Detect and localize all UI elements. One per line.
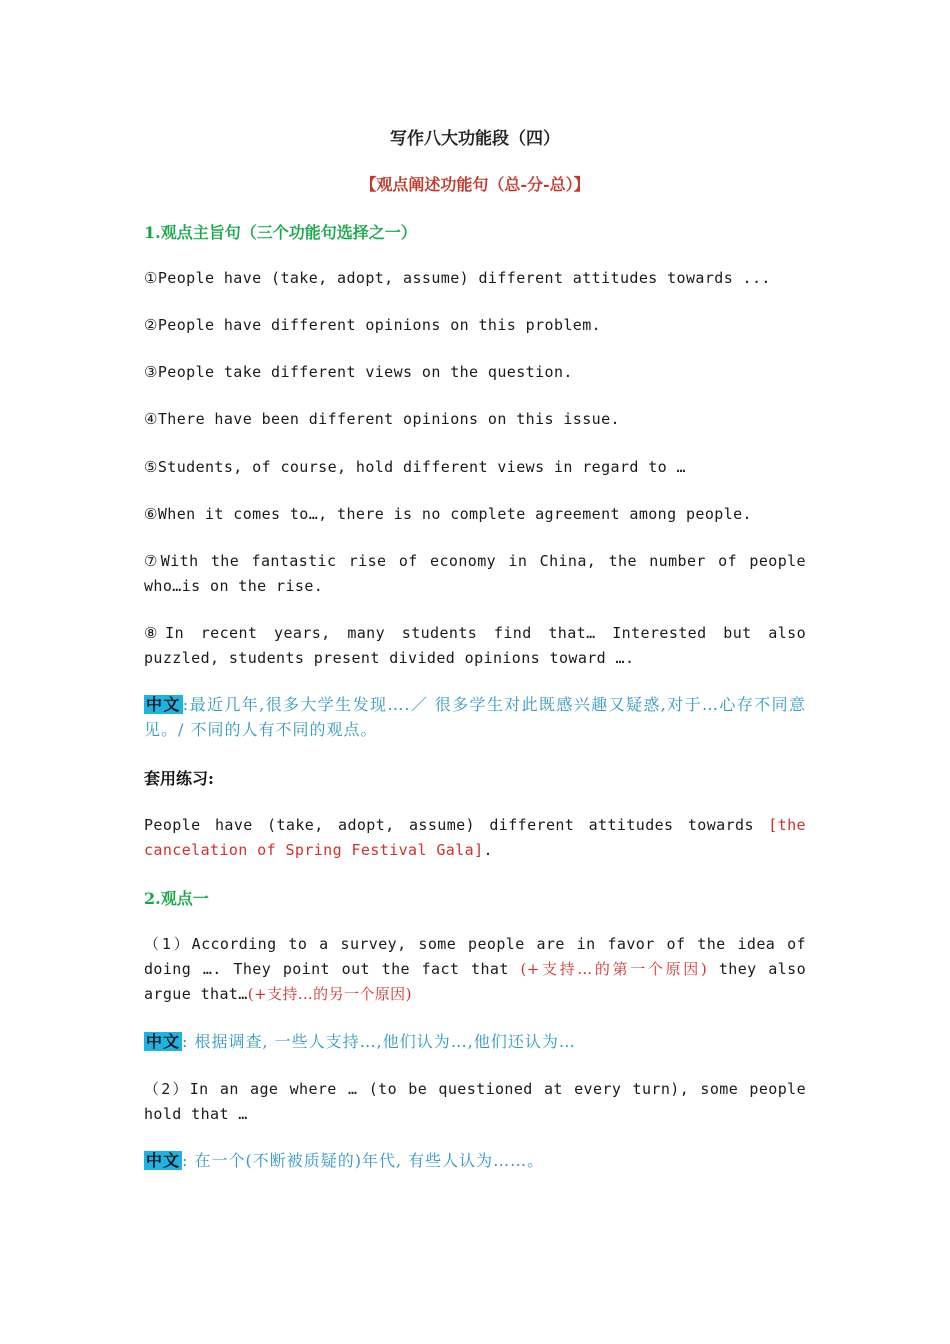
opinion-sentence-5: ⑤Students, of course, hold different views in regard to …: [144, 458, 686, 476]
chinese-label-badge: 中文: [146, 695, 181, 714]
section1-heading: 1.观点主旨句（三个功能句选择之一）: [144, 223, 417, 242]
opinion-sentence-3: ③People take different views on the question.: [144, 363, 573, 381]
chinese-translation: : 根据调查, 一些人支持…,他们认为…,他们还认为…: [182, 1032, 576, 1051]
section2-chinese-note-2: [144, 1148, 806, 1173]
reason-hint-1: (+支持…的第一个原因): [520, 960, 708, 978]
reason-hint-2: (+支持…的另一个原因): [247, 985, 412, 1003]
section2-chinese-note-1: [144, 1029, 806, 1054]
practice-end: .: [483, 841, 493, 859]
chinese-label-badge: 中文: [146, 1032, 181, 1051]
opinion-sentence-6: ⑥When it comes to…, there is no complete agreement among people.: [144, 505, 752, 523]
page-title: 写作八大功能段（四）: [390, 129, 560, 149]
practice-label: 套用练习:: [144, 769, 214, 788]
chinese-translation: : 在一个(不断被质疑的)年代, 有些人认为……。: [182, 1151, 545, 1170]
opinion-sentence-7: ⑦With the fantastic rise of economy in China, the number of people who…is on the rise.: [144, 552, 806, 595]
viewpoint-paragraph-1: [144, 932, 806, 1007]
opinion-sentence-2: ②People have different opinions on this problem.: [144, 316, 602, 334]
opinion-sentence-4: ④There have been different opinions on this issue.: [144, 410, 620, 428]
viewpoint-paragraph-2: （2）In an age where … (to be questioned at every turn), some people hold that …: [144, 1080, 806, 1123]
section2-heading: 2.观点一: [144, 889, 209, 908]
opinion-sentence-1: ①People have (take, adopt, assume) different attitudes towards ...: [144, 269, 771, 287]
viewpoint-text-b: they also argue that…: [144, 960, 807, 1003]
practice-sentence: [144, 813, 806, 863]
viewpoint-text-a: （1）According to a survey, some people are in favor of the idea of doing …. They point out the fact that: [144, 935, 806, 978]
practice-highlight: [the cancelation of Spring Festival Gala]: [144, 816, 806, 859]
chinese-label-badge: 中文: [146, 1151, 181, 1170]
chinese-translation: :最近几年,很多大学生发现….／ 很多学生对此既感兴趣又疑惑,对于…心存不同意见。/ 不同的人有不同的观点。: [144, 695, 806, 739]
opinion-sentence-8: ⑧In recent years, many students find that… Interested but also puzzled, students present divided opinions toward ….: [144, 624, 806, 667]
practice-text: People have (take, adopt, assume) different attitudes towards: [144, 816, 769, 834]
page-subtitle: 【观点阐述功能句（总-分-总）】: [360, 175, 590, 194]
section1-chinese-note: [144, 692, 806, 742]
